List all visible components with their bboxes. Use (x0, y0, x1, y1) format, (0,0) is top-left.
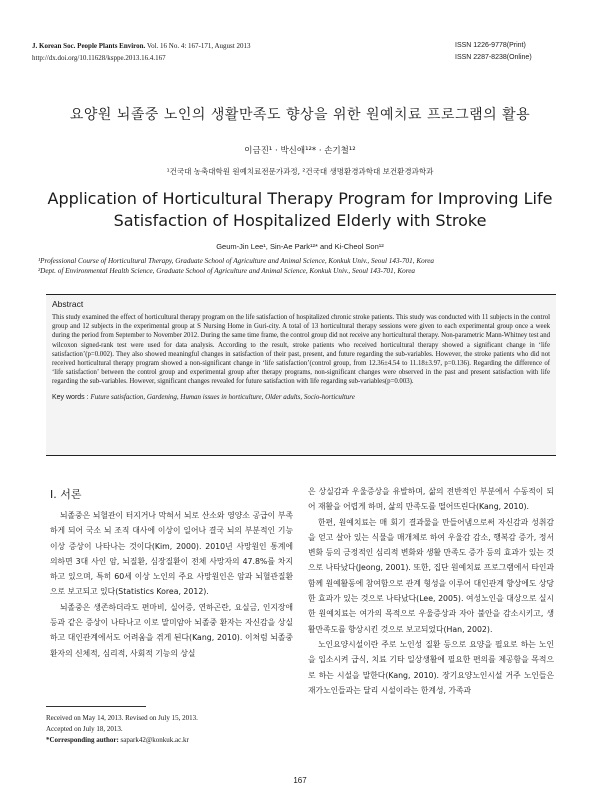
affiliation-2: ²Dept. of Environmental Health Science, Graduate School of Agriculture and Animal Science, Konkuk Univ., Seoul 143-701, Korea (38, 267, 416, 275)
section-heading-introduction: Ⅰ. 서론 (50, 488, 82, 501)
korean-affiliation: ¹건국대 농축대학원 원예치료전문가과정, ²건국대 생명환경과학대 보건환경과학과 (166, 167, 434, 176)
keywords-label: Key words : (52, 393, 91, 401)
doi-link[interactable]: http://dx.doi.org/10.11628/ksppe.2013.16.4.167 (32, 54, 166, 62)
abstract-box (46, 294, 556, 456)
korean-authors: 이금진¹ · 박신애¹²* · 손기철¹² (244, 146, 356, 156)
journal-header (32, 40, 250, 64)
right-column (308, 484, 554, 698)
keywords (52, 393, 550, 401)
paragraph: 뇌졸중은 뇌혈관이 터지거나 막혀서 뇌로 산소와 영양소 공급이 부족하게 되어 국소 뇌 조직 대사에 이상이 일어나 결국 뇌의 부분적인 기능 이상 증상이 나타나는 것이다(Kim, 2000). 2010년 사망원인 통계에 의하면 3대 사인 암, 뇌질환, 심장질환이 전체 사망자의 47.8%를 차지하고 있으며, 특히 60세 이상 노인의 주요 사망원인은 암과 뇌혈관질환으로 보고되고 있다(Statistics Korea, 2012). (50, 511, 293, 597)
footnotes (46, 713, 306, 746)
accepted-date: Accepted on July 18, 2013. (46, 725, 123, 733)
paragraph: 노인요양시설이란 주로 노인성 질환 등으로 요양을 필요로 하는 노인을 입소시켜 급식, 치료 기타 일상생활에 필요한 편의를 제공함을 목적으로 하는 시설을 말한다(Kang, 2010). 장기요양노인시설 거주 노인들은 재가노인들과는 달리 시설이라는 한계성, 가족과 (308, 639, 554, 695)
english-authors: Geum-Jin Lee¹, Sin-Ae Park¹²* and Ki-Cheol Son¹² (216, 242, 384, 251)
footnote-divider (46, 706, 146, 707)
paragraph: 뇌졸중은 생존하더라도 편마비, 실어증, 연하곤란, 요실금, 인지장애 등과 같은 증상이 나타나고 이로 말미암아 뇌졸중 환자는 자신감을 상실하고 대인관계에서도 어려움을 겪게 된다(Kang, 2010). 이처럼 뇌졸중 환자의 신체적, 심리적, 사회적 기능의 상실 (50, 602, 293, 658)
journal-name: J. Korean Soc. People Plants Environ. (32, 42, 146, 50)
paragraph: 한편, 원예치료는 매 회기 결과물을 만들어냄으로써 자신감과 성취감을 얻고 살아 있는 식물을 매개체로 하여 우울감 감소, 행복감 증가, 정서 변화 등의 긍정적인 심리적 변화와 생활 만족도 증가 등의 효과가 있는 것으로 나타났다(Jeong, 2001). 또한, 집단 원예치료 프로그램에서 타인과 함께 원예활동에 참여함으로 관계 형성을 이루어 대인관계 향상에도 상당한 효과가 있는 것으로 나타났다(Lee, 2005). 여성노인을 대상으로 실시한 원예치료는 여가의 목적으로 우울증상과 자아 불안을 감소시키고, 생활만족도를 향상시킨 것으로 보고되었다(Han, 2002). (308, 517, 554, 634)
english-title-line-1: Application of Horticultural Therapy Program for Improving Life (47, 189, 553, 208)
left-column (50, 508, 293, 661)
english-title-line-2: Satisfaction of Hospitalized Elderly with Stroke (113, 211, 487, 230)
english-affiliations (38, 256, 568, 276)
paragraph: 은 상실감과 우울증상을 유발하며, 삶의 전반적인 부분에서 수동적이 되어 재활을 어렵게 하며, 삶의 만족도를 떨어뜨린다(Kang, 2010). (308, 487, 554, 512)
affiliation-1: ¹Professional Course of Horticultural Therapy, Graduate School of Agriculture and Animal Science, Konkuk Univ., Seoul 143-701, Korea (38, 257, 435, 265)
korean-title: 요양원 뇌졸중 노인의 생활만족도 향상을 위한 원예치료 프로그램의 활용 (69, 107, 531, 123)
received-date: Received on May 14, 2013. Revised on July 15, 2013. (46, 714, 198, 722)
issn-print: ISSN 1226-9778(Print) (455, 42, 526, 49)
corresponding-email[interactable]: sapark42@konkuk.ac.kr (118, 736, 189, 744)
issn-online: ISSN 2287-8238(Online) (455, 54, 532, 61)
abstract-text: This study examined the effect of horticultural therapy program on the life satisfaction of hospitalized chronic stroke patients. This study was conducted with 11 subjects in the control group and 12 subjects in the experimental group at S Nursing Home in Guri-city. A total of 13 horticultural therapy sessions were given to each experimental group once a week during the period from September to November 2012. During the same time frame, the control group did not receive any horticultural therapy. Non-parametric Mann-Whitney test and wilcoxon signed-rank test were used for data analysis. According to the result, stroke patients who received horticultural therapy showed a significant change in ‘life satisfaction’(p=0.002). They also showed meaningful changes in satisfaction of their past, present, and future regarding the sub-variables. However, the stroke patients who did not received horticultural therapy program showed a non-significant change in ‘life satisfaction’(control group, from 12.36±4.54 to 11.18±3.97, p=0.136). Regarding the difference of ‘life satisfaction’ between the control group and experimental group after therapy programs, non-significant changes were observed in the past and present satisfaction with life regarding the sub-variables. However, significant changes revealed for future satisfaction with life regarding sub-variables(p=0.003). (52, 314, 550, 386)
abstract-heading: Abstract (52, 299, 84, 309)
page-number: 167 (293, 776, 307, 785)
keywords-list: Future satisfaction, Gardening, Human issues in horticulture, Older adults, Socio-horticulture (90, 392, 355, 401)
english-title (0, 188, 600, 232)
corresponding-label: *Corresponding author: (46, 736, 119, 744)
issn-block (455, 40, 532, 64)
corresponding-author (46, 735, 306, 746)
volume-info: Vol. 16 No. 4: 167-171, August 2013 (145, 42, 251, 50)
